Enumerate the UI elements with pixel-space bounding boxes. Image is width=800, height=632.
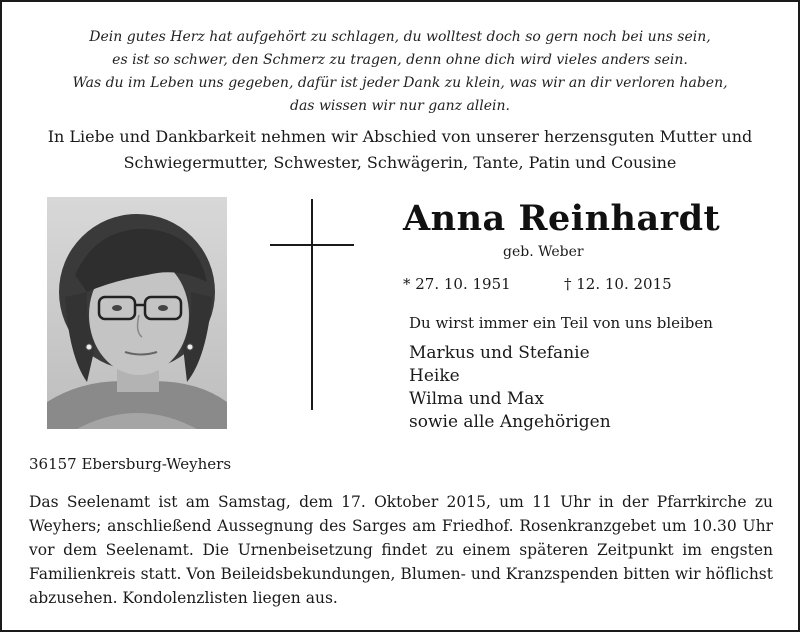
family-member: Heike bbox=[409, 366, 460, 386]
poem-line: Was du im Leben uns gegeben, dafür ist jeder Dank zu klein, was wir an dir verloren haben, bbox=[72, 75, 728, 91]
intro-line: In Liebe und Dankbarkeit nehmen wir Abschied von unserer herzensguten Mutter und bbox=[47, 127, 753, 146]
motto: Du wirst immer ein Teil von uns bleiben bbox=[409, 314, 713, 332]
poem bbox=[0, 26, 800, 118]
family-list bbox=[409, 342, 611, 434]
intro-text bbox=[0, 124, 800, 176]
birth-date: * 27. 10. 1951 bbox=[403, 275, 511, 293]
portrait-photo bbox=[47, 197, 227, 429]
place: 36157 Ebersburg-Weyhers bbox=[29, 455, 232, 473]
death-date: † 12. 10. 2015 bbox=[564, 275, 672, 293]
poem-line: das wissen wir nur ganz allein. bbox=[290, 98, 510, 114]
portrait-illustration bbox=[47, 197, 227, 429]
cross-icon-bar bbox=[270, 244, 354, 246]
family-member: Wilma und Max bbox=[409, 389, 545, 409]
maiden-name: geb. Weber bbox=[503, 244, 584, 260]
poem-line: es ist so schwer, den Schmerz zu tragen, denn ohne dich wird vieles anders sein. bbox=[112, 52, 688, 68]
announcement-text: Das Seelenamt ist am Samstag, dem 17. Oktober 2015, um 11 Uhr in der Pfarrkirche zu Weyhers; anschließend Aussegnung des Sarges am Friedhof. Rosenkranzgebet um 10.30 Uhr vor dem Seelenamt. Die Urnenbeisetzung findet zu einem späteren Zeitpunkt im engsten Familienkreis statt. Von Beileidsbekundungen, Blumen- und Kranzspenden bitten wir höflichst abzusehen. Kondolenzlisten liegen aus. bbox=[29, 493, 773, 607]
intro-line: Schwiegermutter, Schwester, Schwägerin, Tante, Patin und Cousine bbox=[123, 153, 677, 172]
poem-line: Dein gutes Herz hat aufgehört zu schlagen, du wolltest doch so gern noch bei uns sein, bbox=[89, 29, 711, 45]
family-member: Markus und Stefanie bbox=[409, 343, 590, 363]
cross-icon bbox=[311, 199, 313, 410]
family-member: sowie alle Angehörigen bbox=[409, 412, 611, 432]
deceased-name: Anna Reinhardt bbox=[403, 198, 721, 239]
